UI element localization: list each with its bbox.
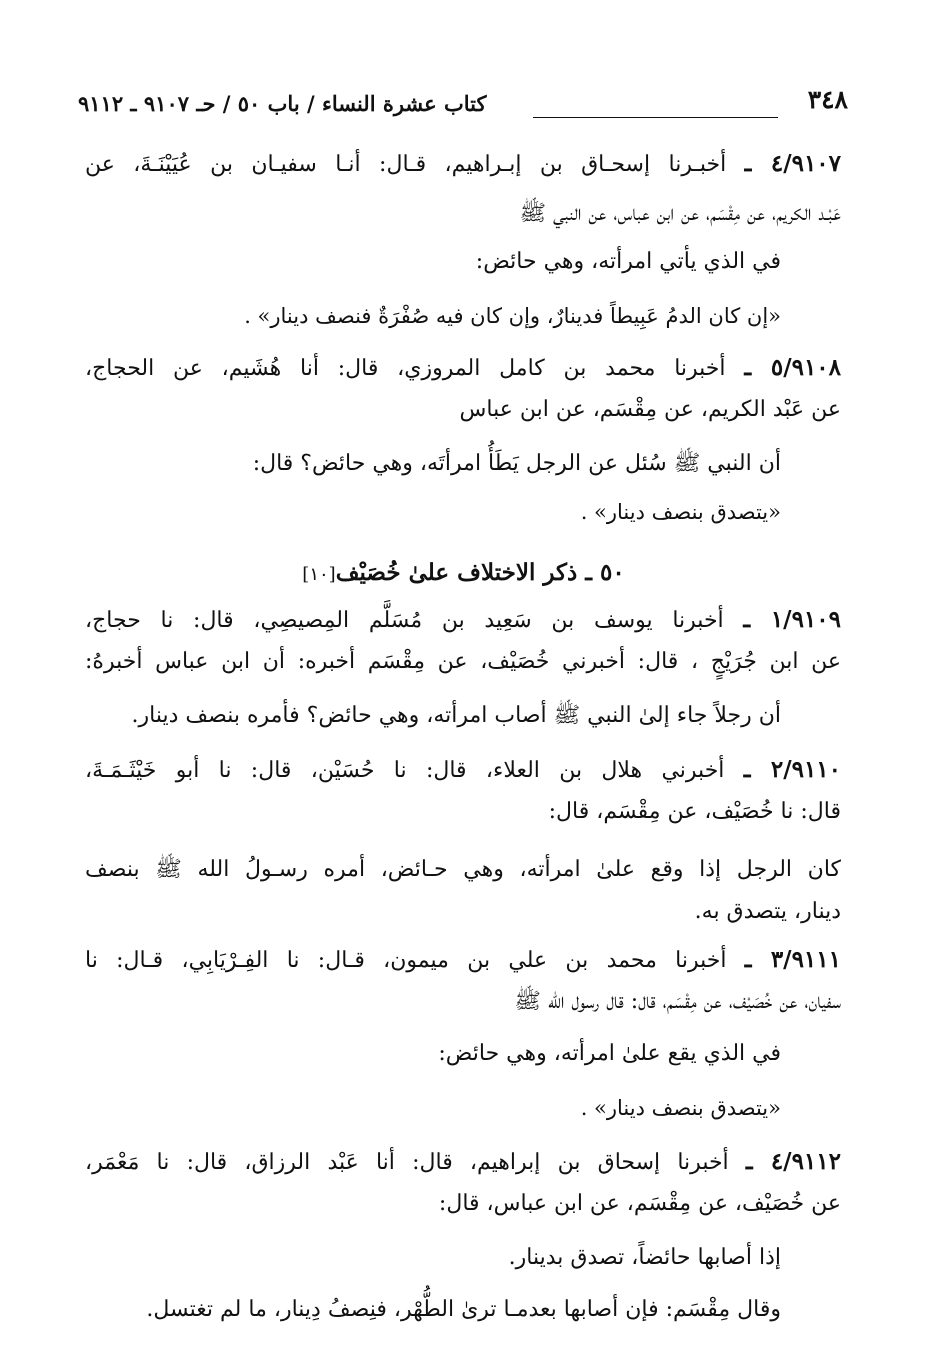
hadith-number: ٣/٩١١١ ـ bbox=[744, 946, 841, 973]
hadith-number: ١/٩١٠٩ ـ bbox=[743, 606, 841, 633]
hadith-text: أخبـرنا إسحـاق بن إبـراهيم، قـال: أنـا سفيـان بن عُيَيْنَـةَ، عن bbox=[85, 152, 727, 177]
hadith-number: ٤/٩١١٢ ـ bbox=[745, 1148, 841, 1175]
hadith-9110-line-3: كان الرجل إذا وقع علىٰ امرأته، وهي حـائض، أمره رسـولُ الله ﷺ بنصف bbox=[85, 857, 841, 882]
hadith-9108-line-3: أن النبي ﷺ سُئل عن الرجل يَطَأُ امرأتَه، وهي حائض؟ قال: bbox=[252, 451, 781, 476]
hadith-9108-line-4: «يتصدق بنصف دينار» . bbox=[580, 500, 781, 524]
hadith-number: ٥/٩١٠٨ ـ bbox=[744, 354, 842, 381]
section-title: ٥٠ ـ ذكر الاختلاف علىٰ خُصَيْف bbox=[335, 559, 625, 586]
header-rule bbox=[533, 117, 778, 118]
hadith-number: ٤/٩١٠٧ ـ bbox=[744, 150, 842, 177]
hadith-9110-line-1 bbox=[85, 752, 841, 789]
page-header bbox=[78, 82, 848, 122]
hadith-9107-line-3: في الذي يأتي امرأته، وهي حائض: bbox=[475, 249, 781, 274]
hadith-9112-line-1 bbox=[85, 1144, 841, 1181]
hadith-9109-line-2: عن ابن جُرَيْجٍ ، قال: أخبرني خُصَيْف، عن مِقْسَم أخبره: أن ابن عباس أخبرهُ: bbox=[85, 649, 841, 674]
hadith-9107-line-4: «إن كان الدمُ عَبِيطاً فدينارٌ، وإن كان فيه صُفْرَةٌ فنصف دينار» . bbox=[244, 304, 781, 328]
hadith-number: ٢/٩١١٠ ـ bbox=[743, 756, 842, 783]
footnote-marker: [١٠] bbox=[302, 564, 336, 585]
running-head: كتاب عشرة النساء / باب ٥٠ / حـ ٩١٠٧ ـ ٩١١٢ bbox=[78, 91, 487, 116]
section-heading bbox=[0, 554, 927, 594]
hadith-9112-line-2: عن خُصَيْف، عن مِقْسَم، عن ابن عباس، قال: bbox=[438, 1191, 841, 1216]
hadith-text: أخبرنا محمد بن كامل المروزي، قال: أنا هُشَيم، عن الحجاج، bbox=[85, 356, 726, 381]
hadith-9111-line-3: في الذي يقع علىٰ امرأته، وهي حائض: bbox=[438, 1041, 781, 1066]
hadith-9111-line-2: سفيان، عن خُصَيْف، عن مِقْسَم، قال: قال رسول الله ﷺ bbox=[514, 989, 841, 1014]
hadith-9110-line-2: قال: نا خُصَيْف، عن مِقْسَم، قال: bbox=[548, 799, 841, 824]
hadith-text: أخبرنا محمد بن علي بن ميمون، قـال: نا الفِـرْيَابِي، قـال: نا bbox=[85, 948, 727, 973]
hadith-9108-line-1 bbox=[85, 350, 841, 387]
hadith-9112-line-3: إذا أصابها حائضاً، تصدق بدينار. bbox=[508, 1245, 781, 1270]
hadith-9108-line-2: عن عَبْد الكريم، عن مِقْسَم، عن ابن عباس bbox=[459, 397, 841, 422]
hadith-text: أخبرني هلال بن العلاء، قال: نا حُسَيْن، قال: نا أبو خَيْثَـمَـةَ، bbox=[85, 758, 725, 783]
hadith-9107-line-1 bbox=[85, 146, 841, 183]
hadith-9107-line-2: عَبْـد الكريم، عن مِقْسَم، عن ابن عباس، عن النبي ﷺ bbox=[519, 201, 841, 226]
hadith-9110-line-4: دينار، يتصدق به. bbox=[694, 899, 841, 924]
hadith-9109-line-3: أن رجلاً جاء إلىٰ النبي ﷺ أصاب امرأته، وهي حائض؟ فأمره بنصف دينار. bbox=[131, 703, 781, 728]
hadith-9111-line-4: «يتصدق بنصف دينار» . bbox=[580, 1096, 781, 1120]
hadith-9111-line-1 bbox=[85, 942, 841, 979]
hadith-9112-line-4: وقال مِقْسَم: فإن أصابها بعدمـا ترىٰ الطُّهْر، فنِصفُ دِينار، ما لم تغتسل. bbox=[146, 1297, 781, 1322]
page-number: ٣٤٨ bbox=[807, 85, 848, 114]
hadith-text: أخبرنا يوسف بن سَعِيد بن مُسَلَّم المِصيصِي، قال: نا حجاج، bbox=[85, 608, 724, 633]
hadith-9109-line-1 bbox=[85, 602, 841, 639]
hadith-text: أخبرنا إسحاق بن إبراهيم، قال: أنا عَبْد الرزاق، قال: نا مَعْمَر، bbox=[85, 1150, 729, 1175]
